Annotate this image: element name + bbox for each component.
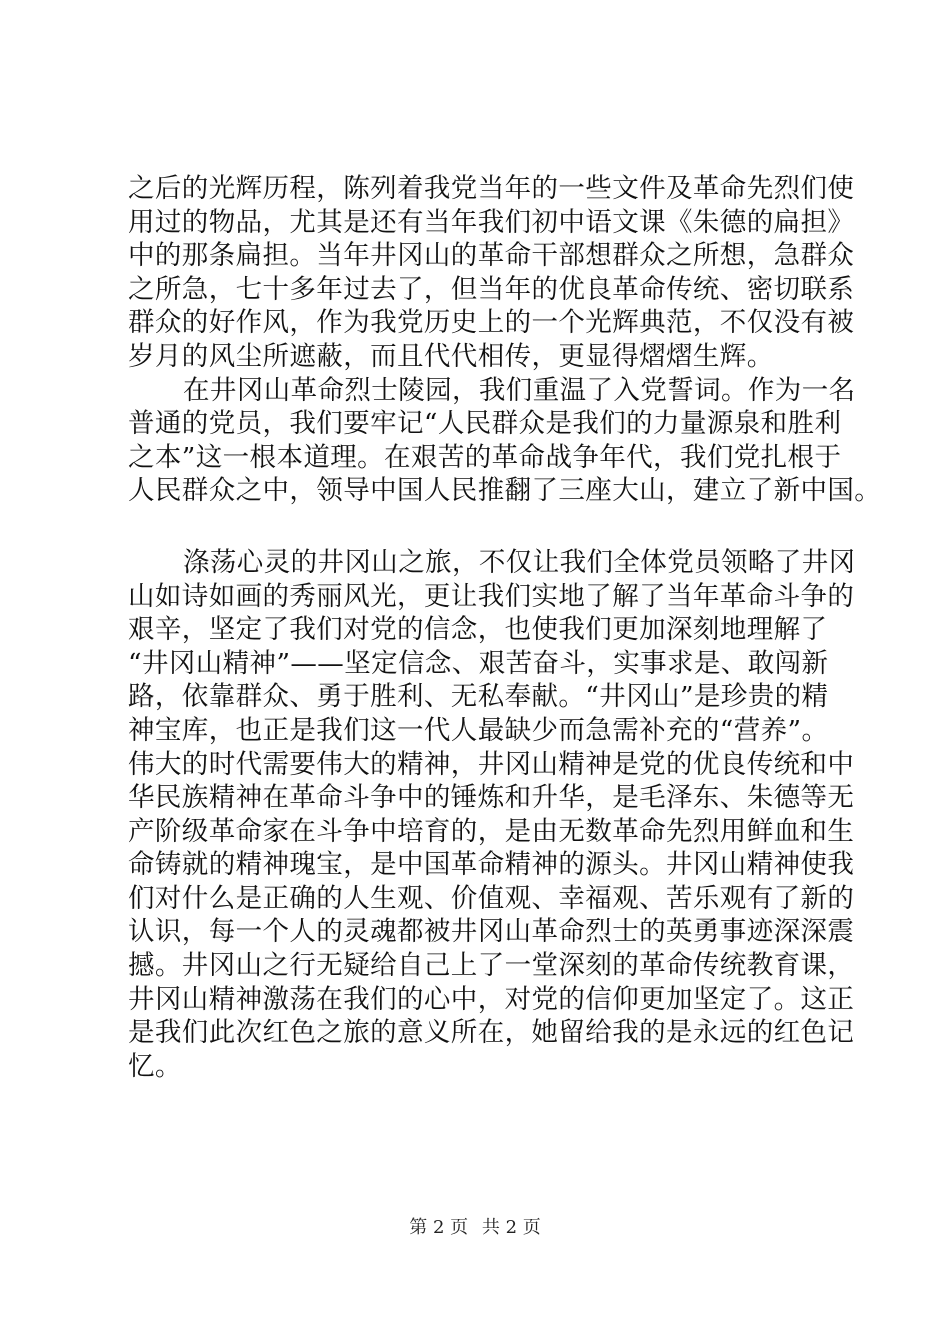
document-body <box>128 172 882 1083</box>
paragraph-line: 产阶级革命家在斗争中培育的，是由无数革命先烈用鲜血和生 <box>128 815 855 847</box>
paragraph-line: 认识，每一个人的灵魂都被井冈山革命烈士的英勇事迹深深震 <box>128 916 855 948</box>
paragraph-line: 岁月的风尘所遮蔽，而且代代相传，更显得熠熠生辉。 <box>128 340 774 372</box>
paragraph-line: 华民族精神在革命斗争中的锤炼和升华，是毛泽东、朱德等无 <box>128 782 855 814</box>
paragraph-line: 忆。 <box>128 1050 182 1082</box>
paragraph-line: 山如诗如画的秀丽风光，更让我们实地了解了当年革命斗争的 <box>128 580 855 612</box>
paragraph-line: 用过的物品，尤其是还有当年我们初中语文课《朱德的扁担》 <box>128 206 855 238</box>
paragraph-spacer <box>128 508 836 546</box>
paragraph-line: 是我们此次红色之旅的意义所在，她留给我的是永远的红色记 <box>128 1017 855 1049</box>
paragraph-line: 路，依靠群众、勇于胜利、无私奉献。“井冈山”是珍贵的精 <box>128 681 829 713</box>
paragraph-line: 在井冈山革命烈士陵园，我们重温了入党誓词。作为一名 <box>183 374 856 406</box>
paragraph-line: 井冈山精神激荡在我们的心中，对党的信仰更加坚定了。这正 <box>128 983 855 1015</box>
paragraph-line: 艰辛，坚定了我们对党的信念，也使我们更加深刻地理解了 <box>128 614 828 646</box>
paragraph-1 <box>128 172 855 374</box>
paragraph-line: 命铸就的精神瑰宝，是中国革命精神的源头。井冈山精神使我 <box>128 849 855 881</box>
paragraph-line: 群众的好作风，作为我党历史上的一个光辉典范，不仅没有被 <box>128 307 855 339</box>
paragraph-line: 撼。井冈山之行无疑给自己上了一堂深刻的革命传统教育课， <box>128 950 855 982</box>
paragraph-line: 之后的光辉历程，陈列着我党当年的一些文件及革命先烈们使 <box>128 173 855 204</box>
paragraph-line: “井冈山精神”——坚定信念、艰苦奋斗，实事求是、敢闯新 <box>128 647 829 679</box>
paragraph-line: 们对什么是正确的人生观、价值观、幸福观、苦乐观有了新的 <box>128 882 855 914</box>
paragraph-line: 普通的党员，我们要牢记“人民群众是我们的力量源泉和胜利 <box>128 408 842 440</box>
page-number: 第 2 页 <box>409 1217 469 1238</box>
paragraph-line: 中的那条扁担。当年井冈山的革命干部想群众之所想，急群众 <box>128 240 855 272</box>
paragraph-line: 神宝库，也正是我们这一代人最缺少而急需补充的“营养”。 <box>128 714 829 746</box>
paragraph-line: 伟大的时代需要伟大的精神，井冈山精神是党的优良传统和中 <box>128 748 855 780</box>
page-footer <box>0 1216 950 1240</box>
paragraph-2 <box>128 374 882 508</box>
paragraph-3 <box>128 546 856 1084</box>
paragraph-line: 人民群众之中，领导中国人民推翻了三座大山，建立了新中国。 <box>128 475 882 507</box>
page-total: 共 2 页 <box>481 1217 541 1238</box>
paragraph-line: 之所急，七十多年过去了，但当年的优良革命传统、密切联系 <box>128 273 855 305</box>
paragraph-line: 涤荡心灵的井冈山之旅，不仅让我们全体党员领略了井冈 <box>183 546 856 578</box>
paragraph-line: 之本”这一根本道理。在艰苦的革命战争年代，我们党扎根于 <box>128 441 842 473</box>
